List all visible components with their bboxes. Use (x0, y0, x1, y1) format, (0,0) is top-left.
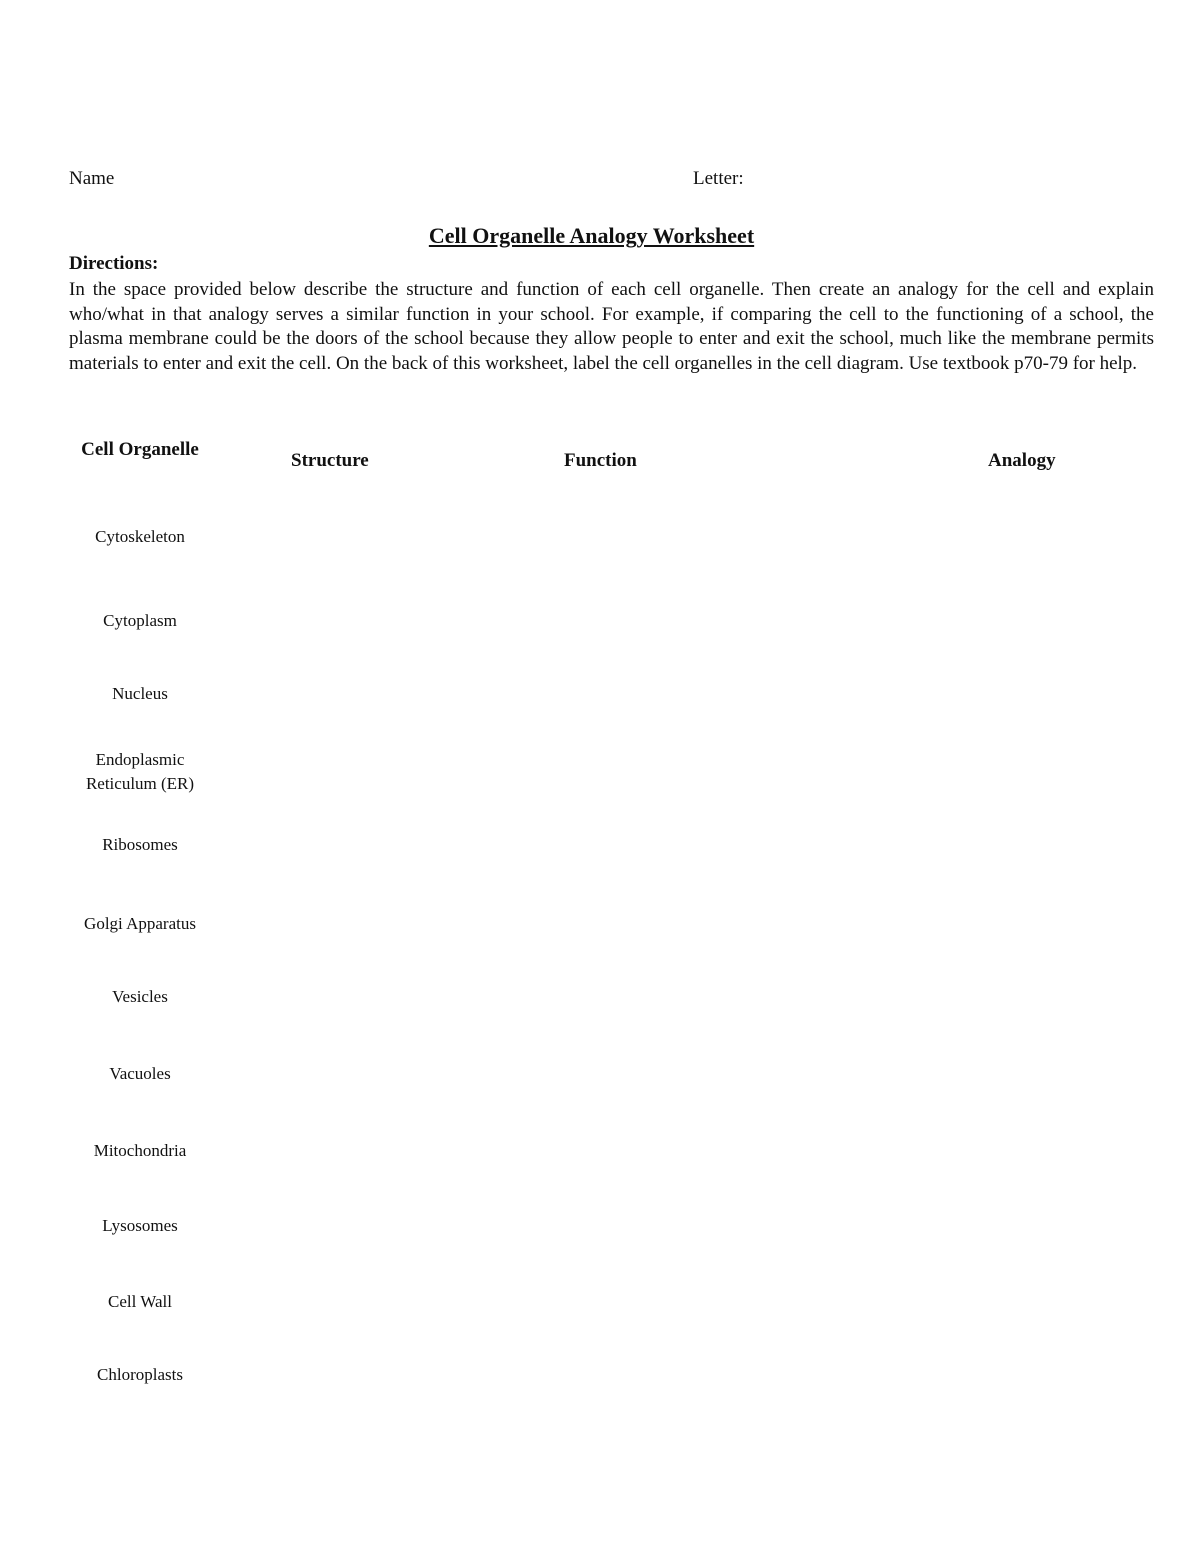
column-header-function: Function (564, 450, 637, 471)
worksheet-title: Cell Organelle Analogy Worksheet (428, 223, 755, 248)
column-header-cell-organelle: Cell Organelle (81, 439, 199, 460)
organelle-row-label: Nucleus (112, 684, 168, 703)
organelle-row-label: Chloroplasts (97, 1365, 183, 1384)
organelle-row-label: Vesicles (112, 987, 168, 1006)
organelle-row-label: Golgi Apparatus (84, 914, 196, 933)
organelle-row-label: Lysosomes (102, 1216, 178, 1235)
organelle-row-label: Cell Wall (108, 1292, 172, 1311)
organelle-row-label: Mitochondria (93, 1141, 187, 1160)
column-header-analogy: Analogy (988, 450, 1056, 471)
name-field-label: Name (69, 168, 115, 189)
organelle-row-label: Vacuoles (109, 1064, 171, 1083)
directions-text: In the space provided below describe the structure and function of each cell organelle. Then create an analogy for the cell and explain who/what in that analogy serves a similar function in your school. For example, if comparing the cell to the functioning of a school, the plasma membrane could be the doors of the school because they allow people to enter and exit the school, much like the membrane permits materials to enter and exit the cell. On the back of this worksheet, label the cell organelles in the cell diagram. Use textbook p70-79 for help. (69, 279, 1154, 374)
organelle-row-label: Cytoskeleton (95, 527, 185, 546)
organelle-row-label: Endoplasmic Reticulum (ER) (85, 750, 195, 793)
organelle-row-label: Cytoplasm (103, 611, 177, 630)
letter-field-label: Letter: (693, 168, 744, 189)
directions-heading: Directions: (69, 253, 159, 274)
column-header-structure: Structure (291, 450, 369, 471)
organelle-row-label: Ribosomes (102, 835, 178, 854)
